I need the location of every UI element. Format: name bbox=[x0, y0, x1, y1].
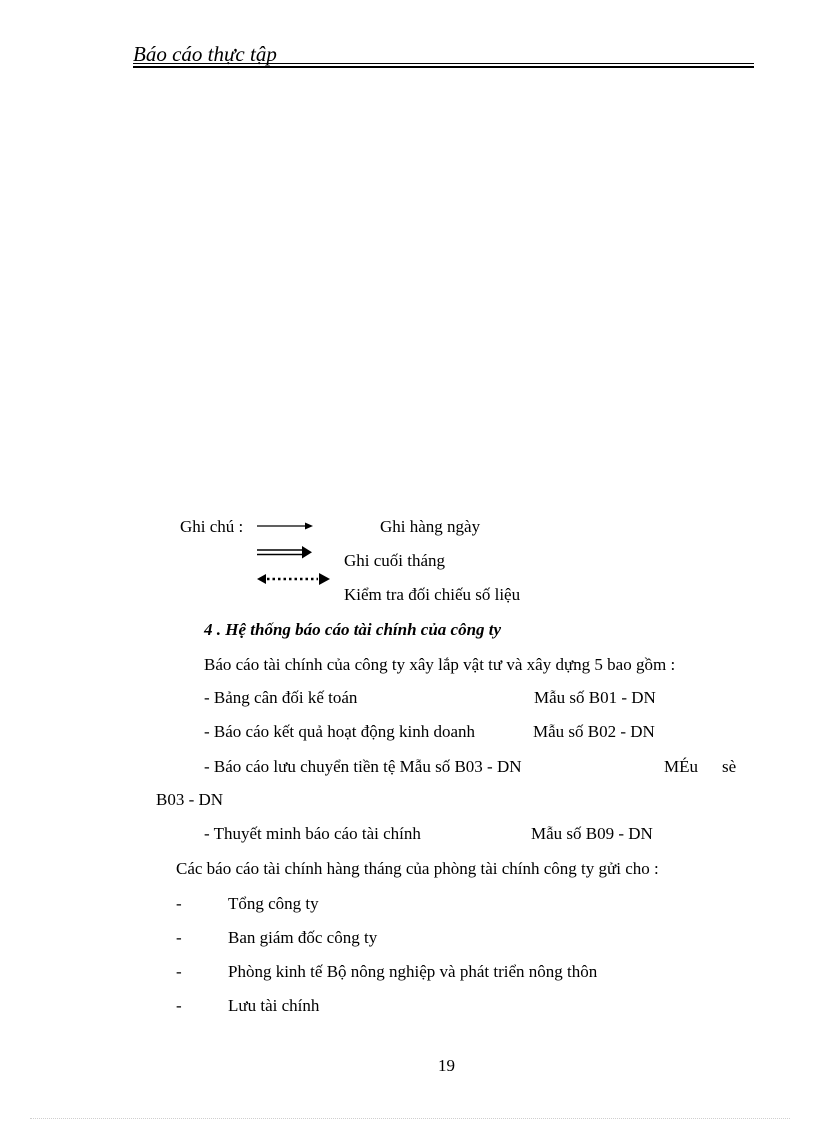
bullet-dash: - bbox=[176, 996, 182, 1015]
report-form: Mẫu số B09 - DN bbox=[531, 824, 653, 843]
report-continuation: B03 - DN bbox=[156, 790, 224, 809]
page-number: 19 bbox=[438, 1056, 455, 1075]
double-arrow-icon bbox=[256, 545, 316, 561]
report-form: Mẫu số B02 - DN bbox=[533, 722, 655, 741]
bullet-dash: - bbox=[176, 962, 182, 981]
legend-label: Ghi chú : bbox=[180, 517, 244, 536]
legend-item-reconciliation: Kiểm tra đối chiếu số liệu bbox=[344, 585, 521, 604]
header-rule-thin bbox=[133, 63, 754, 64]
list-item: Ban giám đốc công ty bbox=[228, 928, 378, 947]
report-name: - Bảng cân đối kế toán bbox=[204, 688, 358, 707]
header-rule-thick bbox=[133, 66, 754, 68]
legend-item-daily: Ghi hàng ngày bbox=[380, 517, 481, 536]
report-extra-text: MÉu bbox=[664, 757, 698, 776]
report-name: - Báo cáo kết quả hoạt động kinh doanh bbox=[204, 722, 475, 741]
report-form: Mẫu số B01 - DN bbox=[534, 688, 656, 707]
footer-divider bbox=[30, 1118, 790, 1119]
legend-item-monthly: Ghi cuối tháng bbox=[344, 551, 446, 570]
recipients-intro: Các báo cáo tài chính hàng tháng của phòng tài chính công ty gửi cho : bbox=[176, 859, 659, 878]
list-item: Lưu tài chính bbox=[228, 996, 320, 1015]
section-heading: 4 . Hệ thống báo cáo tài chính của công ty bbox=[204, 620, 502, 639]
list-item: Tổng công ty bbox=[228, 894, 319, 913]
single-arrow-icon bbox=[256, 519, 316, 533]
page-header-title: Báo cáo thực tập bbox=[133, 42, 277, 66]
bullet-dash: - bbox=[176, 894, 182, 913]
report-name: - Báo cáo lưu chuyển tiền tệ Mẫu số B03 - DN bbox=[204, 757, 522, 776]
section-intro: Báo cáo tài chính của công ty xây lắp vật tư và xây dựng 5 bao gồm : bbox=[204, 655, 676, 674]
report-name: - Thuyết minh báo cáo tài chính bbox=[204, 824, 421, 843]
list-item: Phòng kinh tế Bộ nông nghiệp và phát triển nông thôn bbox=[228, 962, 598, 981]
bullet-dash: - bbox=[176, 928, 182, 947]
report-extra-text: sè bbox=[722, 757, 737, 776]
dotted-bidirectional-arrow-icon bbox=[256, 571, 334, 587]
